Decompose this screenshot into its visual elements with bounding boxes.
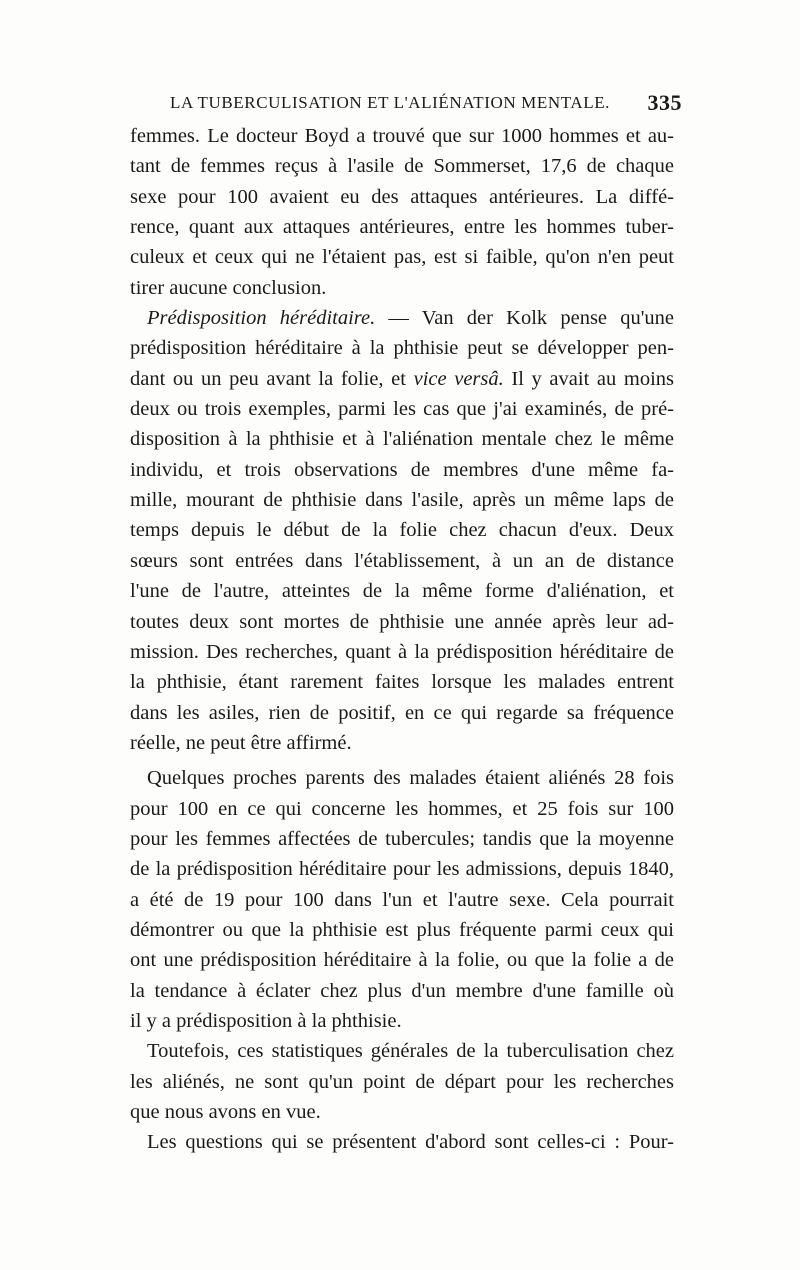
text-run: dant ou un peu avant la folie, et (130, 367, 406, 390)
text-line: toutes deux sont mortes de phthisie une année après leur ad- (130, 610, 674, 633)
text-line: tirer aucune conclusion. (130, 276, 327, 299)
running-head (130, 90, 682, 119)
text-line: la phthisie, étant rarement faites lorsque les malades entrent (130, 671, 674, 694)
text-line: sœurs sont entrées dans l'établissement, à un an de distance (130, 549, 674, 572)
text-line: que nous avons en vue. (130, 1101, 321, 1123)
text-line: pour 100 en ce qui concerne les hommes, et 25 fois sur 100 (130, 797, 674, 820)
running-title: LA TUBERCULISATION ET L'ALIÉNATION MENTALE. (170, 93, 611, 112)
text-line: démontrer ou que la phthisie est plus fréquente parmi ceux qui (130, 918, 674, 941)
text-run: Il y avait au moins (503, 367, 674, 390)
text-line: l'une de l'autre, atteintes de la même forme d'aliénation, et (130, 580, 674, 603)
text-line: tant de femmes reçus à l'asile de Sommerset, 17,6 de chaque (130, 155, 674, 178)
text-line: deux ou trois exemples, parmi les cas que j'ai examinés, de pré- (130, 398, 674, 421)
page-number: 335 (647, 90, 682, 115)
text-line: a été de 19 pour 100 dans l'un et l'autre sexe. Cela pourrait (130, 888, 674, 911)
text-line: temps depuis le début de la folie chez chacun d'eux. Deux (130, 519, 674, 542)
text-line: dans les asiles, rien de positif, en ce qui regarde sa fréquence (130, 701, 674, 724)
italic-phrase: vice versâ. (413, 367, 504, 390)
text-line: réelle, ne peut être affirmé. (130, 731, 352, 754)
text-line: sexe pour 100 avaient eu des attaques antérieures. La diffé- (130, 185, 674, 208)
body-text (130, 121, 674, 1158)
text-line (130, 364, 674, 394)
text-line: Les questions qui se présentent d'abord sont celles-ci : Pour- (147, 1131, 674, 1154)
text-line: individu, et trois observations de membres d'une même fa- (130, 458, 674, 481)
text-line: mission. Des recherches, quant à la prédisposition héréditaire de (130, 640, 674, 663)
text-line: les aliénés, ne sont qu'un point de départ pour les recherches (130, 1070, 674, 1093)
text-line: mille, mourant de phthisie dans l'asile, après un même laps de (130, 489, 674, 512)
text-line: disposition à la phthisie et à l'aliénation mentale chez le même (130, 428, 674, 451)
text-line: femmes. Le docteur Boyd a trouvé que sur 1000 hommes et au- (130, 125, 674, 147)
text-line: rence, quant aux attaques antérieures, entre les hommes tuber- (130, 216, 674, 239)
text-line (130, 303, 674, 333)
text-line: Toutefois, ces statistiques générales de la tuberculisation chez (147, 1040, 674, 1063)
text-line: ont une prédisposition héréditaire à la folie, ou que la folie a de (130, 949, 674, 972)
text-line: il y a prédisposition à la phthisie. (130, 1009, 402, 1032)
section-heading-inline: Prédisposition héréditaire. (147, 307, 376, 330)
text-line: prédisposition héréditaire à la phthisie peut se développer pen- (130, 337, 674, 360)
text-line: de la prédisposition héréditaire pour les admissions, depuis 1840, (130, 858, 674, 881)
text-line: Quelques proches parents des malades étaient aliénés 28 fois (147, 767, 674, 790)
text-run: — Van der Kolk pense qu'une (375, 307, 675, 330)
text-line: culeux et ceux qui ne l'étaient pas, est si faible, qu'on n'en peut (130, 246, 674, 269)
text-line: pour les femmes affectées de tubercules; tandis que la moyenne (130, 827, 674, 850)
text-line: la tendance à éclater chez plus d'un membre d'une famille où (130, 979, 674, 1002)
